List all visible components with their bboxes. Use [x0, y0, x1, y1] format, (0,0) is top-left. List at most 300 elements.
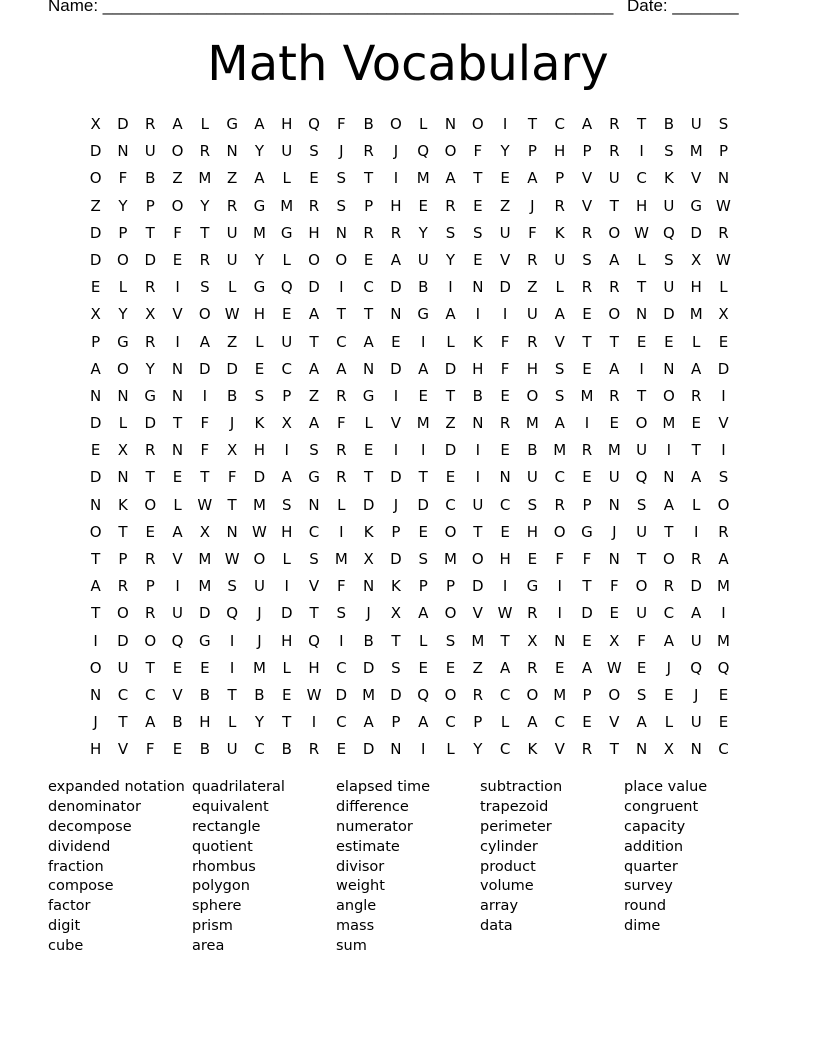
grid-letter: I	[229, 631, 235, 650]
grid-letter: G	[526, 577, 539, 596]
grid-letter: X	[90, 115, 101, 133]
grid-letter: V	[472, 604, 483, 623]
grid-letter: D	[89, 142, 102, 161]
grid-letter: N	[499, 468, 511, 487]
grid-letter: D	[362, 740, 375, 759]
grid-letter: O	[662, 386, 675, 405]
grid-row	[82, 383, 737, 410]
grid-letter: L	[282, 250, 291, 269]
grid-letter: U	[417, 250, 429, 269]
grid-letter: D	[417, 495, 429, 514]
grid-letter: K	[118, 495, 128, 514]
grid-letter: E	[172, 658, 183, 677]
grid-letter: V	[554, 740, 565, 759]
grid-letter: Y	[445, 250, 456, 269]
grid-letter: E	[636, 332, 647, 351]
grid-letter: O	[171, 196, 184, 215]
grid-letter: N	[663, 359, 675, 378]
grid-letter: F	[118, 169, 128, 188]
grid-letter: G	[199, 631, 211, 650]
grid-letter: F	[555, 550, 565, 568]
grid-letter: G	[144, 386, 157, 405]
word-bank-item: congruent	[624, 798, 699, 815]
word-bank-item: digit	[48, 918, 81, 935]
grid-letter: S	[391, 658, 401, 677]
grid-letter: I	[339, 278, 344, 297]
grid-letter: E	[718, 713, 729, 732]
grid-letter: F	[337, 115, 346, 133]
grid-letter: C	[499, 685, 511, 704]
grid-row	[82, 682, 737, 709]
grid-letter: M	[416, 169, 430, 188]
grid-letter: N	[390, 305, 402, 324]
grid-letter: V	[609, 713, 620, 732]
word-bank-item: dividend	[48, 838, 111, 855]
grid-letter: Y	[118, 305, 128, 324]
grid-letter: P	[445, 577, 456, 596]
grid-letter: W	[224, 305, 240, 324]
grid-letter: U	[281, 332, 293, 351]
grid-letter: D	[690, 223, 702, 242]
grid-letter: E	[500, 386, 510, 405]
grid-letter: I	[339, 522, 344, 541]
grid-letter: L	[118, 414, 128, 433]
grid-letter: I	[393, 386, 399, 405]
grid-letter: T	[609, 196, 619, 215]
grid-letter: O	[717, 495, 730, 514]
grid-letter: G	[417, 305, 430, 324]
grid-letter: I	[475, 468, 481, 487]
grid-letter: F	[609, 577, 619, 596]
grid-letter: R	[581, 278, 593, 297]
word-bank-item: data	[480, 918, 513, 935]
grid-letter: S	[664, 250, 674, 269]
grid-letter: W	[497, 604, 513, 623]
grid-letter: P	[391, 522, 401, 541]
word-bank-item: denominator	[48, 798, 141, 815]
grid-letter: R	[581, 441, 593, 460]
word-bank	[48, 778, 768, 957]
grid-letter: E	[254, 359, 265, 378]
grid-letter: Y	[254, 250, 265, 269]
grid-letter: J	[612, 522, 617, 541]
grid-letter: A	[418, 713, 429, 732]
grid-letter: M	[198, 577, 212, 596]
grid-letter: H	[281, 115, 293, 133]
grid-letter: B	[663, 115, 675, 133]
grid-letter: W	[306, 685, 322, 704]
grid-letter: C	[308, 522, 320, 541]
grid-letter: Z	[472, 658, 483, 677]
grid-letter: C	[336, 658, 347, 677]
grid-letter: F	[473, 142, 483, 161]
grid-letter: C	[117, 685, 129, 704]
grid-letter: E	[582, 305, 592, 324]
grid-letter: O	[390, 115, 402, 133]
grid-letter: C	[281, 359, 292, 378]
grid-letter: R	[363, 223, 374, 242]
grid-letter: R	[199, 250, 211, 269]
grid-letter: J	[530, 196, 535, 215]
grid-letter: S	[336, 169, 347, 188]
grid-row	[82, 437, 737, 464]
grid-letter: P	[145, 577, 155, 596]
grid-letter: N	[472, 414, 484, 433]
grid-letter: Q	[280, 278, 293, 297]
grid-letter: V	[172, 685, 183, 704]
grid-letter: B	[363, 115, 374, 133]
grid-letter: N	[390, 740, 402, 759]
grid-letter: T	[473, 522, 483, 541]
grid-letter: X	[527, 631, 538, 650]
grid-letter: W	[634, 223, 649, 242]
grid-letter: A	[390, 250, 402, 269]
grid-letter: A	[527, 169, 538, 188]
grid-letter: V	[581, 196, 593, 215]
grid-letter: C	[663, 604, 675, 623]
grid-letter: R	[581, 223, 593, 242]
grid-letter: W	[224, 550, 240, 568]
grid-letter: Z	[226, 169, 238, 188]
grid-letter: I	[284, 441, 289, 460]
grid-letter: D	[362, 495, 375, 514]
grid-letter: P	[527, 142, 537, 161]
grid-letter: X	[390, 604, 402, 623]
grid-letter: N	[90, 685, 102, 704]
grid-letter: C	[336, 713, 347, 732]
word-bank-item: area	[192, 938, 225, 955]
grid-letter: A	[718, 550, 729, 568]
name-field: Name: ______________________________________________________	[48, 0, 614, 15]
grid-letter: H	[526, 522, 539, 541]
grid-letter: V	[499, 250, 511, 269]
grid-letter: T	[445, 386, 456, 405]
grid-letter: J	[257, 604, 262, 623]
grid-row	[82, 736, 737, 763]
grid-letter: U	[663, 278, 675, 297]
grid-row	[82, 220, 737, 247]
grid-letter: S	[227, 577, 237, 596]
grid-letter: R	[609, 115, 620, 133]
grid-letter: Q	[417, 142, 430, 161]
grid-letter: N	[117, 386, 129, 405]
word-bank-item: decompose	[48, 818, 132, 835]
grid-letter: C	[336, 332, 347, 351]
grid-letter: D	[390, 359, 402, 378]
grid-letter: R	[145, 115, 156, 133]
grid-letter: W	[606, 658, 622, 677]
grid-letter: U	[636, 604, 648, 623]
grid-letter: X	[90, 305, 101, 324]
grid-letter: H	[554, 142, 566, 161]
grid-letter: I	[721, 441, 726, 460]
grid-row	[82, 492, 737, 519]
grid-letter: R	[690, 550, 702, 568]
grid-letter: D	[390, 550, 402, 568]
grid-letter: U	[608, 468, 620, 487]
grid-letter: T	[145, 658, 155, 677]
grid-letter: M	[198, 550, 212, 568]
word-bank-item: prism	[192, 918, 233, 935]
grid-letter: L	[337, 495, 346, 514]
grid-letter: N	[554, 631, 566, 650]
grid-letter: T	[664, 522, 674, 541]
grid-letter: V	[718, 414, 729, 433]
grid-letter: K	[554, 223, 565, 242]
grid-letter: S	[718, 468, 729, 487]
grid-letter: T	[227, 495, 237, 514]
grid-letter: L	[227, 278, 237, 297]
grid-letter: L	[200, 115, 210, 133]
word-bank-item: fraction	[48, 858, 104, 875]
grid-letter: R	[308, 740, 320, 759]
grid-letter: F	[200, 441, 210, 460]
grid-letter: B	[172, 713, 183, 732]
grid-letter: V	[554, 332, 565, 351]
grid-letter: C	[718, 740, 729, 759]
grid-letter: L	[118, 278, 128, 297]
grid-letter: H	[308, 223, 320, 242]
grid-letter: A	[418, 604, 429, 623]
word-bank-item: cylinder	[480, 838, 538, 855]
grid-letter: Q	[417, 685, 430, 704]
grid-letter: T	[637, 115, 647, 133]
grid-row	[82, 356, 737, 383]
grid-letter: P	[364, 196, 374, 215]
grid-letter: T	[172, 414, 183, 433]
word-bank-item: place value	[624, 779, 708, 795]
grid-letter: I	[557, 604, 562, 623]
grid-letter: S	[718, 115, 729, 133]
grid-letter: R	[308, 196, 320, 215]
grid-letter: H	[199, 713, 211, 732]
grid-letter: E	[445, 468, 456, 487]
grid-letter: A	[308, 414, 320, 433]
grid-letter: O	[471, 115, 484, 133]
grid-letter: T	[200, 468, 210, 487]
grid-row	[82, 111, 737, 138]
grid-letter: B	[254, 685, 265, 704]
word-bank-column	[192, 778, 336, 957]
grid-letter: Z	[308, 386, 320, 405]
grid-letter: U	[636, 522, 648, 541]
grid-letter: K	[663, 169, 674, 188]
grid-letter: R	[527, 332, 538, 351]
grid-row	[82, 301, 737, 328]
grid-letter: O	[471, 550, 484, 568]
grid-letter: L	[664, 713, 674, 732]
grid-letter: F	[500, 359, 510, 378]
grid-letter: V	[390, 414, 402, 433]
grid-letter: M	[525, 414, 539, 433]
grid-letter: K	[390, 577, 401, 596]
grid-letter: Q	[690, 658, 703, 677]
grid-letter: O	[89, 169, 102, 188]
word-bank-item: elapsed time	[336, 779, 431, 795]
grid-letter: B	[199, 740, 210, 759]
grid-letter: P	[582, 142, 592, 161]
grid-letter: A	[145, 713, 156, 732]
grid-letter: S	[336, 604, 347, 623]
grid-letter: J	[93, 713, 98, 732]
grid-letter: Q	[308, 115, 320, 133]
grid-letter: X	[117, 441, 129, 460]
grid-letter: O	[444, 522, 457, 541]
grid-letter: A	[418, 359, 429, 378]
word-bank-item: estimate	[336, 838, 400, 855]
grid-letter: B	[527, 441, 538, 460]
grid-letter: C	[636, 169, 647, 188]
grid-letter: S	[309, 550, 319, 568]
grid-letter: I	[557, 577, 562, 596]
grid-letter: H	[253, 441, 266, 460]
grid-letter: B	[472, 386, 483, 405]
grid-letter: T	[527, 115, 537, 133]
grid-letter: L	[282, 550, 291, 568]
grid-letter: M	[689, 142, 703, 161]
grid-row	[82, 138, 737, 165]
grid-letter: U	[663, 196, 675, 215]
grid-letter: N	[608, 550, 620, 568]
grid-row	[82, 464, 737, 491]
grid-letter: S	[281, 495, 292, 514]
grid-letter: V	[308, 577, 320, 596]
grid-letter: Y	[254, 142, 265, 161]
grid-letter: X	[609, 631, 620, 650]
grid-letter: Y	[473, 740, 483, 759]
grid-letter: D	[253, 468, 266, 487]
grid-letter: U	[144, 142, 156, 161]
grid-letter: W	[716, 250, 731, 269]
grid-letter: E	[172, 468, 183, 487]
grid-letter: U	[526, 468, 538, 487]
grid-letter: C	[499, 495, 511, 514]
grid-letter: C	[363, 278, 374, 297]
grid-letter: R	[226, 196, 238, 215]
grid-letter: V	[581, 169, 593, 188]
grid-letter: R	[145, 550, 156, 568]
grid-letter: T	[609, 332, 619, 351]
grid-letter: I	[502, 305, 508, 324]
grid-letter: A	[172, 522, 183, 541]
grid-letter: M	[444, 550, 457, 568]
grid-letter: A	[609, 250, 620, 269]
grid-letter: L	[282, 169, 291, 188]
grid-letter: E	[609, 414, 620, 433]
grid-letter: E	[582, 359, 592, 378]
grid-letter: I	[175, 332, 180, 351]
grid-letter: X	[718, 305, 729, 324]
word-bank-item: quarter	[624, 858, 678, 875]
grid-letter: O	[608, 685, 621, 704]
grid-letter: C	[554, 468, 565, 487]
grid-letter: H	[253, 305, 266, 324]
grid-letter: A	[254, 169, 265, 188]
grid-letter: N	[171, 359, 184, 378]
grid-letter: A	[199, 332, 210, 351]
word-bank-item: dime	[624, 918, 661, 935]
grid-letter: T	[691, 441, 701, 460]
grid-letter: T	[227, 685, 237, 704]
grid-letter: S	[473, 223, 483, 242]
grid-letter: T	[637, 386, 647, 405]
grid-letter: E	[445, 658, 456, 677]
grid-letter: B	[363, 631, 374, 650]
grid-letter: U	[472, 495, 484, 514]
grid-letter: G	[690, 196, 702, 215]
grid-letter: L	[419, 631, 428, 650]
grid-letter: P	[718, 142, 728, 161]
header	[48, 0, 748, 20]
grid-letter: N	[635, 305, 648, 324]
grid-row	[82, 546, 737, 573]
grid-letter: G	[280, 223, 293, 242]
grid-letter: E	[500, 441, 510, 460]
word-bank-item: factor	[48, 898, 91, 915]
grid-letter: M	[607, 441, 621, 460]
grid-letter: D	[444, 441, 457, 460]
grid-letter: A	[336, 359, 347, 378]
grid-letter: R	[609, 278, 620, 297]
grid-letter: R	[363, 142, 374, 161]
grid-letter: N	[171, 441, 184, 460]
grid-letter: E	[418, 386, 428, 405]
grid-letter: R	[718, 522, 729, 541]
grid-letter: O	[144, 495, 157, 514]
word-bank-item: rectangle	[192, 818, 261, 835]
word-bank-item: product	[480, 858, 536, 875]
grid-letter: S	[309, 441, 319, 460]
grid-letter: N	[717, 169, 730, 188]
grid-letter: D	[335, 685, 348, 704]
grid-letter: O	[444, 142, 457, 161]
grid-letter: E	[90, 441, 101, 460]
grid-row	[82, 655, 737, 682]
grid-letter: N	[171, 386, 184, 405]
grid-letter: M	[717, 631, 730, 650]
grid-letter: J	[339, 142, 344, 161]
grid-letter: G	[362, 386, 375, 405]
grid-letter: E	[609, 604, 620, 623]
grid-letter: D	[390, 685, 402, 704]
grid-letter: F	[582, 550, 592, 568]
grid-letter: R	[145, 604, 156, 623]
word-bank-item: volume	[480, 878, 534, 895]
grid-letter: L	[446, 332, 455, 351]
grid-letter: R	[145, 278, 156, 297]
grid-row	[82, 600, 737, 627]
grid-row	[82, 165, 737, 192]
grid-letter: O	[89, 522, 102, 541]
grid-letter: N	[90, 495, 102, 514]
grid-letter: I	[448, 278, 453, 297]
grid-letter: E	[500, 169, 510, 188]
grid-letter: D	[89, 414, 102, 433]
grid-letter: E	[418, 522, 428, 541]
grid-letter: T	[200, 223, 210, 242]
grid-letter: T	[118, 522, 128, 541]
grid-letter: O	[117, 604, 129, 623]
grid-letter: I	[721, 386, 726, 405]
grid-letter: A	[581, 658, 593, 677]
word-bank-item: capacity	[624, 818, 686, 835]
grid-letter: T	[473, 169, 483, 188]
grid-letter: M	[662, 414, 676, 433]
grid-letter: U	[172, 604, 184, 623]
grid-letter: U	[499, 223, 511, 242]
grid-letter: R	[145, 332, 156, 351]
grid-letter: F	[500, 332, 510, 351]
